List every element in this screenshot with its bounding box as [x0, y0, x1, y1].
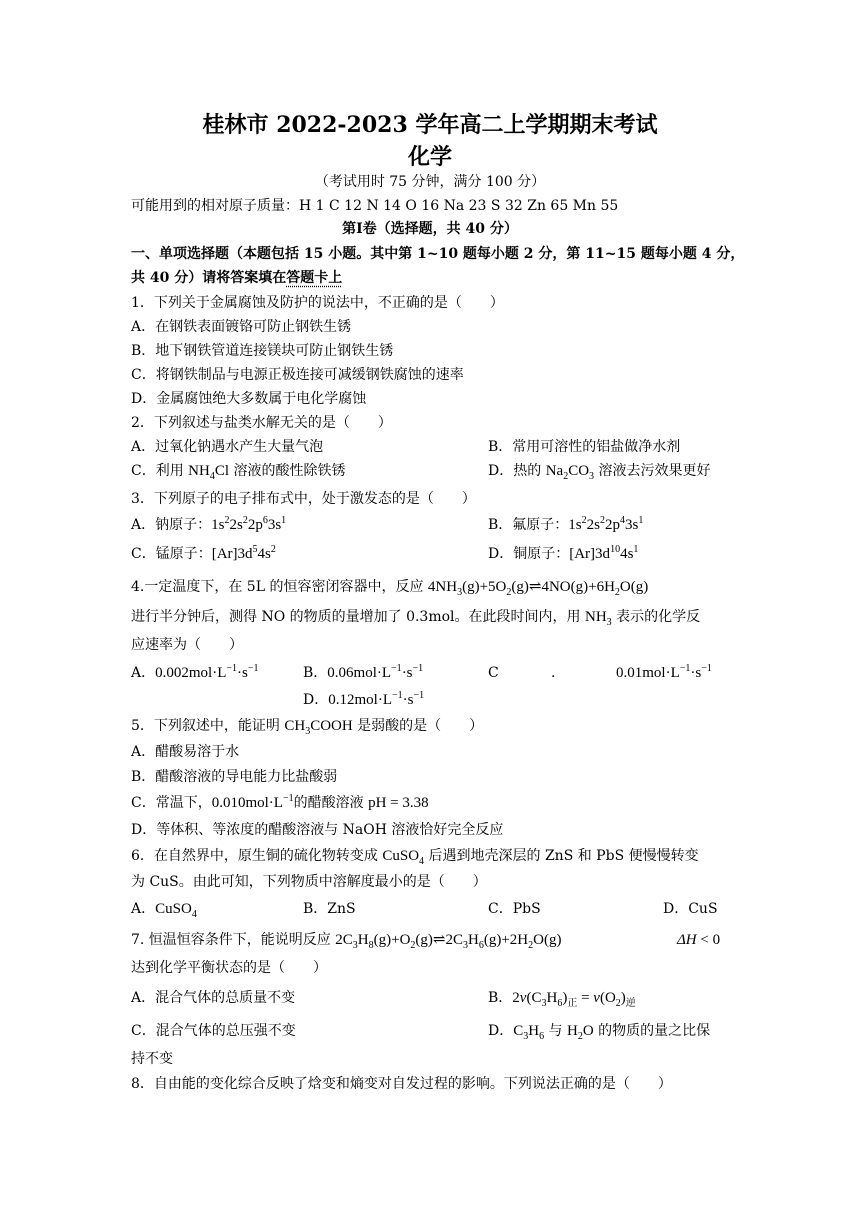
q5-stem-suffix: 是弱酸的是（ ）	[352, 718, 484, 734]
q5-option-a: A．醋酸易溶于水	[131, 744, 240, 760]
exam-info: （考试用时 75 分钟，满分 100 分）	[314, 174, 546, 190]
q6-stem-line1	[131, 846, 731, 866]
q6-stem-suffix: 后遇到地壳深层的 ZnS 和 PbS 便慢慢转变	[424, 848, 699, 864]
part-heading-line1: 一、单项选择题（本题包括 15 小题。其中第 1~10 题每小题 2 分，第 11~15 题每小题 4 分，	[131, 246, 745, 262]
q4-option-c-label: C	[488, 665, 499, 681]
q5-option-d: D．等体积、等浓度的醋酸溶液与 NaOH 溶液恰好完全反应	[131, 822, 504, 838]
q1-option-c: C．将钢铁制品与电源正极连接可减缓钢铁腐蚀的速率	[131, 367, 464, 383]
q3-option-a-label: A．钠原子：	[131, 517, 212, 533]
q4-option-a-value: $0.002mol\cdot L^{-1}\cdot s^{-1}$	[155, 663, 259, 681]
q3-stem: 3．下列原子的电子排布式中，处于激发态的是（ ）	[131, 491, 476, 507]
q7-option-b-label: B．	[488, 990, 513, 1006]
q6-option-d: D．CuS	[663, 901, 718, 917]
q5-option-b: B．醋酸溶液的导电能力比盐酸弱	[131, 769, 338, 785]
config-fluorine: $1s^22s^22p^43s^1$	[568, 515, 644, 533]
q7-option-d-mid: 与	[544, 1023, 567, 1039]
q3-option-c	[131, 544, 731, 564]
q4-stem-line2	[131, 607, 731, 627]
q4-stem-line2-suffix: 表示的化学反	[611, 609, 701, 625]
q5-option-c-mid: 的醋酸溶液	[293, 795, 369, 811]
q4-option-c-dot: .	[551, 665, 556, 681]
q5-ph-value: pH = 3.38	[368, 795, 429, 811]
q3-option-c-label: C．锰原子：	[131, 546, 212, 562]
formula-c3h6: $C_3H_6$	[513, 1023, 545, 1042]
formula-nh4cl: $NH_4Cl$	[188, 463, 230, 482]
q7-stem-line1	[131, 930, 731, 950]
q3-option-b-label: B．氟原子：	[488, 517, 569, 533]
q5-stem	[131, 716, 731, 736]
answer-sheet-emphasis: 答题卡上	[286, 270, 343, 286]
q2-option-d-suffix: 溶液去污效果更好	[594, 463, 711, 479]
q7-option-c: C．混合气体的总压强不变	[131, 1023, 296, 1039]
q4-option-c-value: $0.01mol\cdot L^{-1}\cdot s^{-1}$	[616, 663, 712, 681]
q7-option-b	[488, 988, 636, 1008]
part-heading-text: 共 40 分）请将答案填在	[131, 270, 287, 286]
q3-option-b	[488, 515, 643, 535]
q7-rate-expression: $2v(C_3H_6)_正 = v(O_2)_逆$	[512, 990, 636, 1009]
q4-option-d	[303, 690, 860, 710]
q1-option-d: D．金属腐蚀绝大多数属于电化学腐蚀	[131, 391, 367, 407]
formula-cuso4: CuSO$_4$	[382, 848, 425, 867]
q2-option-d-prefix: D．热的	[488, 463, 546, 479]
formula-nh3: $NH_3$	[584, 609, 612, 628]
q6-option-a-value: CuSO$_4$	[155, 901, 197, 920]
q6-option-c: C．PbS	[488, 901, 541, 917]
q4-options-row	[131, 663, 731, 683]
atomic-masses: 可能用到的相对原子质量：H 1 C 12 N 14 O 16 Na 23 S 32 Zn 65 Mn 55	[131, 198, 619, 214]
q4-option-a-label: A．	[131, 665, 156, 681]
q5-option-c	[131, 793, 731, 813]
q1-stem: 1．下列关于金属腐蚀及防护的说法中，不正确的是（ ）	[131, 295, 504, 311]
q2-option-c-prefix: C．利用	[131, 463, 189, 479]
q2-option-a: A．过氧化钠遇水产生大量气泡	[131, 439, 324, 455]
config-manganese: $[Ar]3d^54s^2$	[211, 544, 276, 562]
q4-stem-prefix: 4.一定温度下，在 5L 的恒容密闭容器中，反应	[131, 579, 428, 595]
q7-enthalpy: ΔH < 0	[677, 932, 721, 948]
q6-stem-line2: 为 CuS。由此可知，下列物质中溶解度最小的是（ ）	[131, 874, 487, 890]
section-title: 第Ⅰ卷（选择题，共 40 分）	[342, 221, 518, 237]
q7-reaction-equation: $2C_3H_8(g)+O_2(g)\rightleftharpoons 2C_3H_6(g)+2H_2O(g)$	[335, 932, 562, 951]
q7-option-d-prefix: D．	[488, 1023, 514, 1039]
q5-option-c-prefix: C．常温下，	[131, 795, 212, 811]
q4-option-d-label: D．	[303, 692, 329, 708]
q8-stem: 8．自由能的变化综合反映了焓变和熵变对自发过程的影响。下列说法正确的是（ ）	[131, 1076, 672, 1092]
formula-na2co3: $Na_2CO_3$	[545, 463, 595, 482]
part-heading-line2	[131, 268, 731, 288]
q6-options-row	[131, 899, 731, 919]
q5-stem-prefix: 5．下列叙述中，能证明	[131, 718, 285, 734]
q5-concentration: $0.010mol\cdot L^{-1}$	[211, 793, 294, 811]
q4-option-d-value: $0.12mol\cdot L^{-1}\cdot s^{-1}$	[328, 690, 425, 708]
formula-h2o: $H_2O$	[567, 1023, 594, 1042]
formula-ch3cooh: $CH_3COOH$	[284, 718, 353, 737]
q4-stem-line2-text: 进行半分钟后，测得 NO 的物质的量增加了 0.3mol。在此段时间内，用	[131, 609, 585, 625]
q7-option-d-suffix: 的物质的量之比保	[593, 1023, 711, 1039]
q1-option-a: A．在钢铁表面镀铬可防止钢铁生锈	[131, 319, 352, 335]
q7-stem-prefix: 7. 恒温恒容条件下，能说明反应	[131, 932, 336, 948]
q2-stem: 2．下列叙述与盐类水解无关的是（ ）	[131, 415, 392, 431]
q6-stem-prefix: 6．在自然界中，原生铜的硫化物转变成	[131, 848, 383, 864]
q4-option-b-label: B．	[303, 665, 328, 681]
config-sodium: $1s^22s^22p^63s^1$	[211, 515, 287, 533]
q3-option-d	[488, 544, 638, 564]
q2-option-b: B．常用可溶性的铝盐做净水剂	[488, 439, 681, 455]
subject-title: 化学	[407, 144, 452, 170]
exam-title: 桂林市 2022-2023 学年高二上学期期末考试	[202, 112, 658, 138]
q6-option-b: B．ZnS	[303, 901, 356, 917]
config-copper: $[Ar]3d^{10}4s^1$	[569, 544, 639, 562]
q3-option-d-label: D．铜原子：	[488, 546, 570, 562]
q6-option-a-label: A．	[131, 901, 156, 917]
q1-option-b: B．地下钢铁管道连接镁块可防止钢铁生锈	[131, 343, 394, 359]
q7-stem-line2: 达到化学平衡状态的是（ ）	[131, 960, 327, 976]
q4-option-b	[303, 663, 423, 683]
q7-option-d-line2: 持不变	[131, 1051, 173, 1067]
q7-option-d	[488, 1021, 710, 1041]
q4-stem-line1	[131, 577, 731, 597]
q4-stem-line3: 应速率为（ ）	[131, 637, 243, 653]
q4-reaction-equation: $4NH_3(g)+5O_2(g)\rightleftharpoons 4NO(g)+6H_2O(g)$	[427, 579, 649, 598]
q4-option-b-value: $0.06mol\cdot L^{-1}\cdot s^{-1}$	[327, 663, 424, 681]
q2-option-d	[488, 461, 710, 481]
q7-option-a: A．混合气体的总质量不变	[131, 990, 296, 1006]
q2-option-c-suffix: 溶液的酸性除铁锈	[229, 463, 346, 479]
